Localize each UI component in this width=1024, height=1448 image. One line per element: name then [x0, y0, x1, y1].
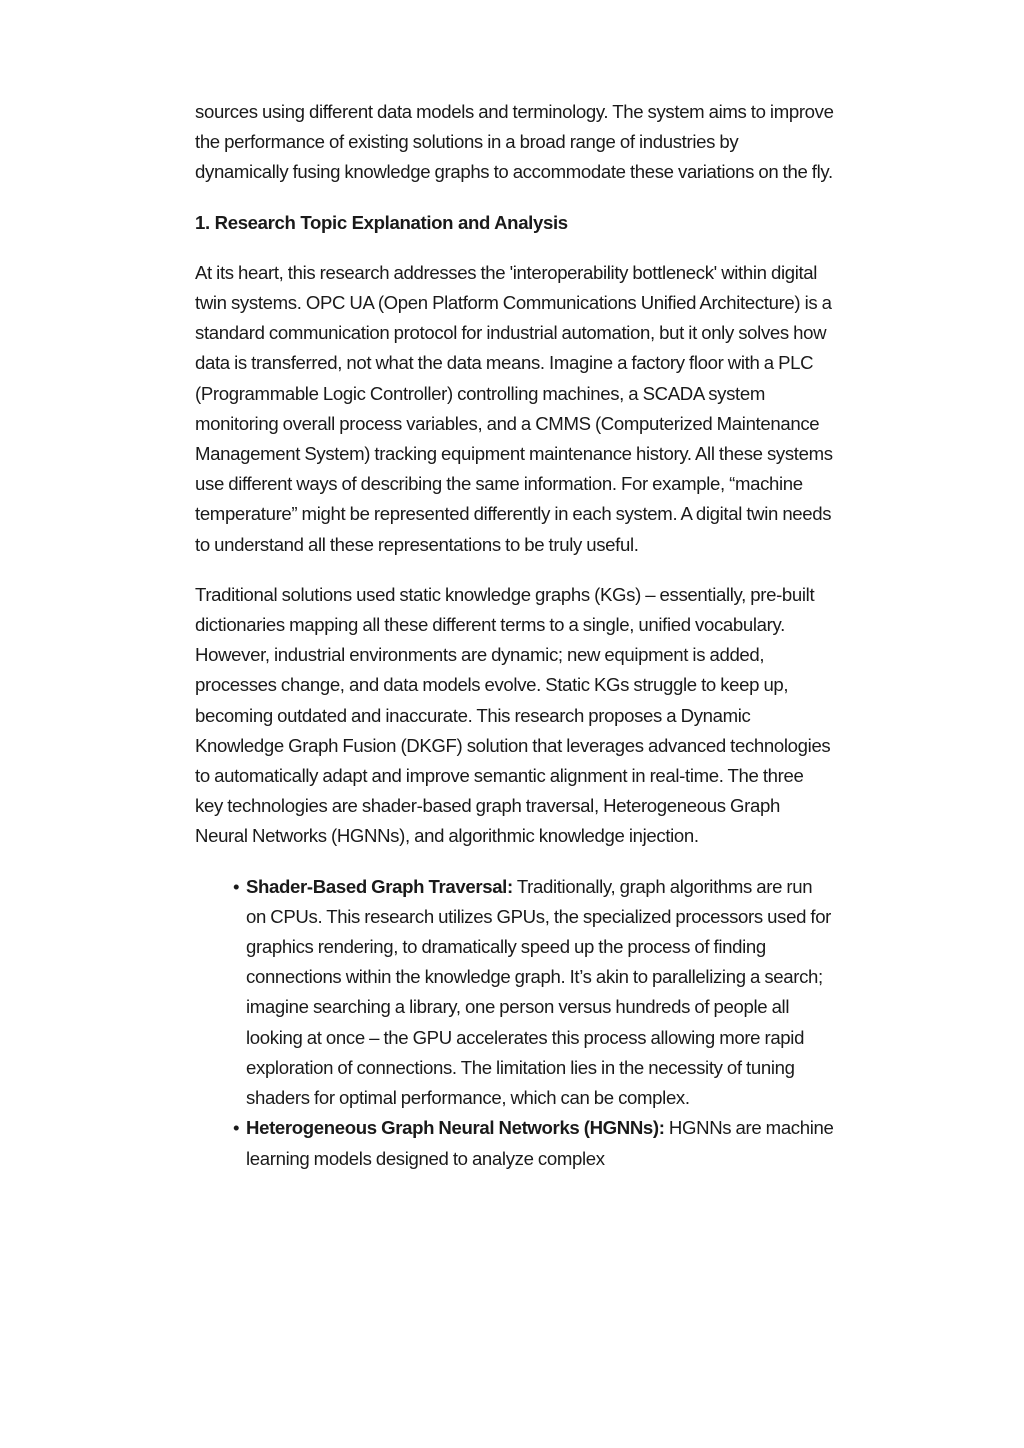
- bullet-icon: •: [233, 875, 240, 897]
- list-item-text: HGNNs are machine learning models designed to analyze complex: [246, 1117, 834, 1169]
- body-paragraph-1: At its heart, this research addresses the 'interoperability bottleneck' within digital twin systems. OPC UA (Open Platform Communications Unified Architecture) is a standard communication protocol for industrial automation, but it only solves how data is transferred, not what the data means. Imagine a factory floor with a PLC (Programmable Logic Controller) controlling machines, a SCADA system monitoring overall process variables, and a CMMS (Computerized Maintenance Management System) tracking equipment maintenance history. All these systems use different ways of describing the same information. For example, “machine temperature” might be represented differently in each system. A digital twin needs to understand all these representations to be truly useful.: [195, 261, 833, 555]
- intro-paragraph: sources using different data models and terminology. The system aims to improve the performance of existing solutions in a broad range of industries by dynamically fusing knowledge graphs to accommodate these variations on the fly.: [195, 101, 834, 183]
- body-paragraph-2: Traditional solutions used static knowledge graphs (KGs) – essentially, pre-built dictionaries mapping all these different terms to a single, unified vocabulary. However, industrial environments are dynamic; new equipment is added, processes change, and data models evolve. Static KGs struggle to keep up, becoming outdated and inaccurate. This research proposes a Dynamic Knowledge Graph Fusion (DKGF) solution that leverages advanced technologies to automatically adapt and improve semantic alignment in real-time. The three key technologies are shader-based graph traversal, Heterogeneous Graph Neural Networks (HGNNs), and algorithmic knowledge injection.: [195, 583, 831, 847]
- list-item-term: Shader-Based Graph Traversal:: [246, 875, 513, 897]
- document-page: [195, 97, 835, 1174]
- list-item-text: Traditionally, graph algorithms are run on CPUs. This research utilizes GPUs, the specialized processors used for graphics rendering, to dramatically speed up the process of finding connections within the knowledge graph. It’s akin to parallelizing a search; imagine searching a library, one person versus hundreds of people all looking at once – the GPU accelerates this process allowing more rapid exploration of connections. The limitation lies in the necessity of tuning shaders for optimal performance, which can be complex.: [246, 875, 832, 1109]
- technology-list: [195, 872, 835, 1174]
- bullet-icon: •: [233, 1117, 240, 1139]
- list-item-term: Heterogeneous Graph Neural Networks (HGNNs):: [246, 1117, 665, 1139]
- section-heading: 1. Research Topic Explanation and Analysis: [195, 211, 568, 233]
- list-item-hgnn: [233, 1113, 835, 1173]
- list-item-shader-traversal: [233, 872, 835, 1114]
